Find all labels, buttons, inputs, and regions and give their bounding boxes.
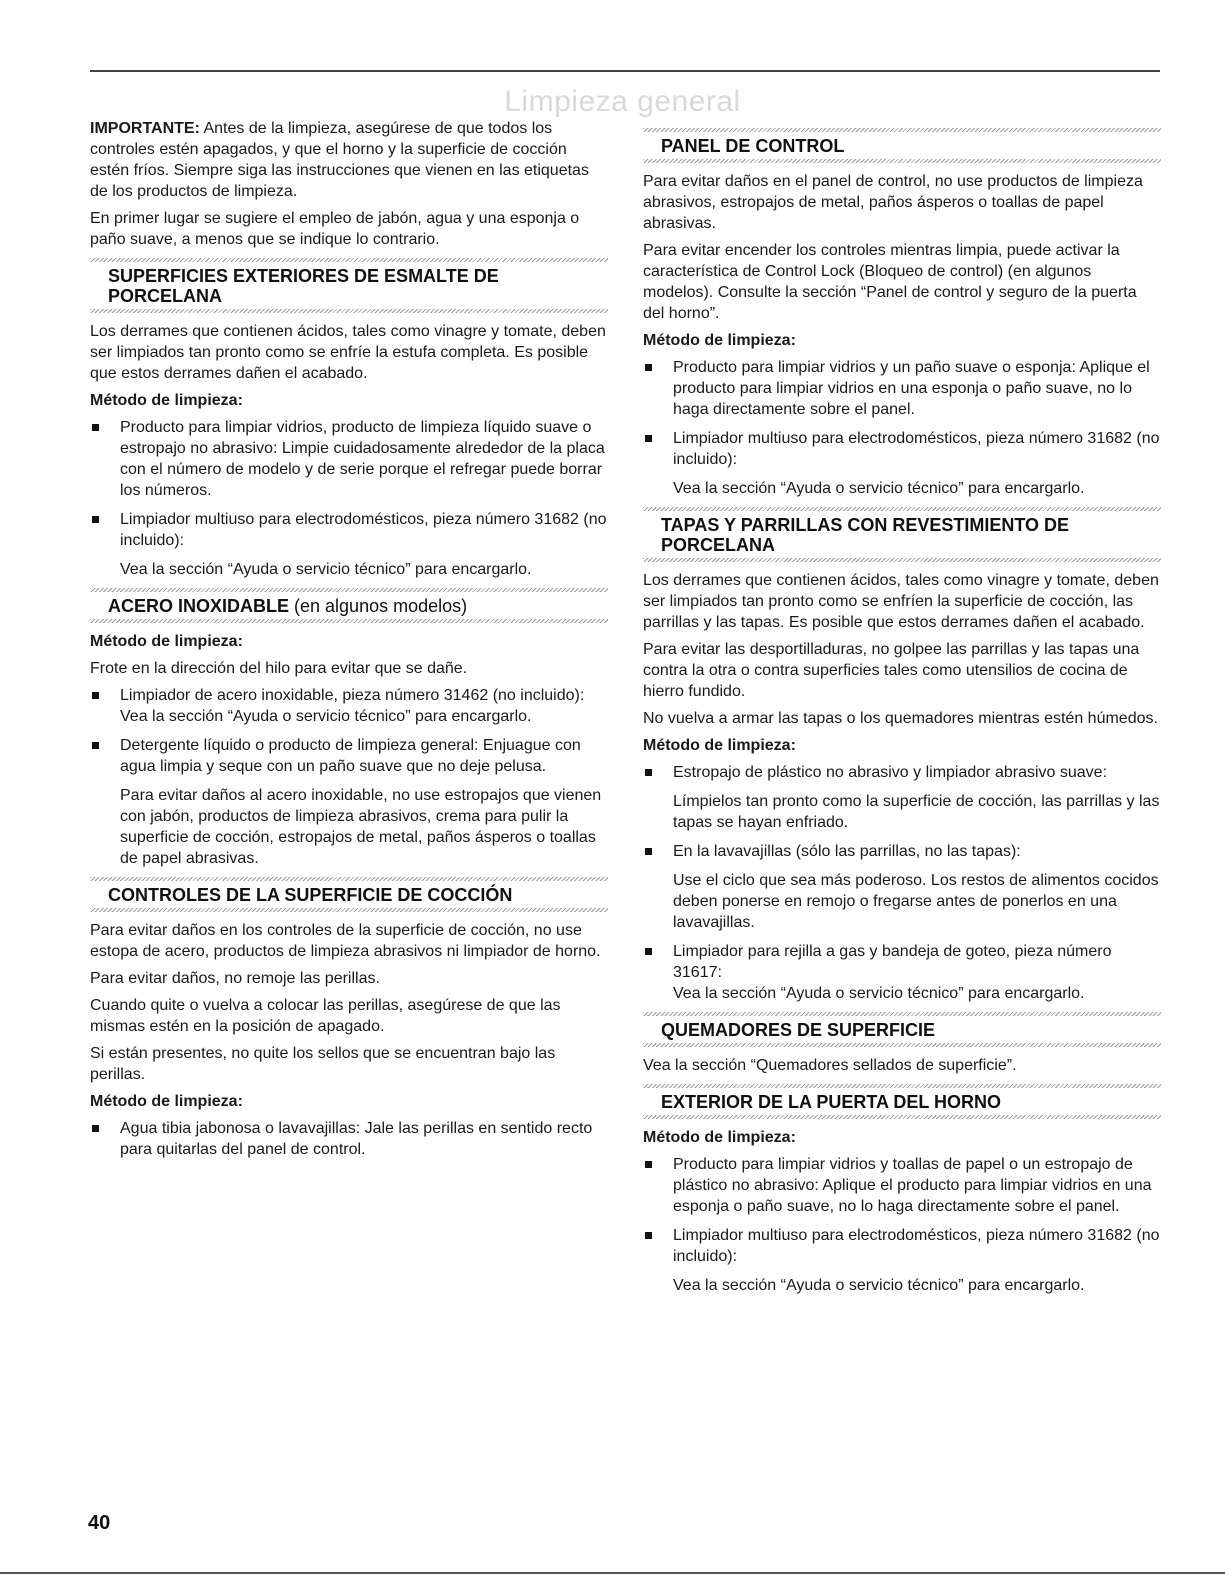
intro-paragraph: En primer lugar se sugiere el empleo de jabón, agua y una esponja o paño suave, a menos que se indique lo contrario. — [90, 210, 580, 248]
paragraph: Para evitar las desportilladuras, no golpee las parrillas y las tapas una contra la otra o contra superficies tales como utensilios de cocina de hierro fundido. — [643, 641, 1140, 700]
bullet-list — [643, 357, 1161, 499]
section-heading-panel — [643, 128, 1161, 163]
page-title: Limpieza general — [504, 85, 741, 118]
important-text: Antes de la limpieza, asegúrese de que todos los controles estén apagados, y que el horno y la superficie de cocción estén fríos. Siempre siga las instrucciones que vienen en las etiquetas de los productos de limpieza. — [90, 120, 589, 200]
list-item — [90, 417, 608, 501]
section-title: SUPERFICIES EXTERIORES DE ESMALTE DE PORCELANA — [108, 266, 499, 306]
list-item-subtext: Vea la sección “Ayuda o servicio técnico” para encargarlo. — [673, 480, 1085, 497]
paragraph: Para evitar daños en el panel de control, no use productos de limpieza abrasivos, estropajos de metal, paños ásperos o toallas de papel abrasivas. — [643, 173, 1143, 232]
bullet-list — [90, 417, 608, 580]
hatch-divider — [90, 908, 608, 912]
list-item — [643, 841, 1161, 933]
section-heading-puerta — [643, 1084, 1161, 1119]
page-number: 40 — [88, 1512, 111, 1534]
method-heading: Método de limpieza: — [90, 633, 243, 650]
list-item-subtext: Vea la sección “Ayuda o servicio técnico” para encargarlo. — [673, 985, 1085, 1002]
paragraph: Los derrames que contienen ácidos, tales como vinagre y tomate, deben ser limpiados tan pronto como se enfríen la superficie de cocción, las parrillas y las tapas. Es posible que estos derrames dañen el acabado. — [643, 572, 1159, 631]
bottom-rule — [0, 1572, 1225, 1574]
method-heading: Método de limpieza: — [90, 1093, 243, 1110]
list-item-text: Producto para limpiar vidrios y un paño suave o esponja: Aplique el producto para limpiar vidrios en una esponja o paño suave, no lo haga directamente sobre el panel. — [673, 359, 1150, 418]
bullet-list — [643, 1154, 1161, 1296]
list-item-subtext: Vea la sección “Ayuda o servicio técnico” para encargarlo. — [120, 561, 532, 578]
list-item — [643, 941, 1161, 1004]
hatch-divider — [90, 619, 608, 623]
bullet-list — [643, 762, 1161, 1004]
paragraph: Los derrames que contienen ácidos, tales como vinagre y tomate, deben ser limpiados tan pronto como se enfríe la estufa completa. Es posible que estos derrames dañen el acabado. — [90, 323, 606, 382]
paragraph: Si están presentes, no quite los sellos que se encuentran bajo las perillas. — [90, 1045, 556, 1083]
list-item — [643, 762, 1161, 833]
paragraph: Frote en la dirección del hilo para evitar que se dañe. — [90, 660, 468, 677]
hatch-divider — [643, 1115, 1161, 1119]
bullet-list — [90, 685, 608, 869]
section-title: CONTROLES DE LA SUPERFICIE DE COCCIÓN — [108, 885, 513, 905]
list-item-subtext: Para evitar daños al acero inoxidable, no use estropajos que vienen con jabón, productos de limpieza abrasivos, crema para pulir la superficie de cocción, estropajos de metal, paños ásperos o toallas de papel abrasivas. — [120, 787, 602, 867]
list-item-text: Limpiador para rejilla a gas y bandeja de goteo, pieza número 31617: — [673, 943, 1112, 981]
bullet-list — [90, 1118, 608, 1160]
method-heading: Método de limpieza: — [643, 332, 796, 349]
list-item — [90, 1118, 608, 1160]
paragraph: Para evitar encender los controles mientras limpia, puede activar la característica de Control Lock (Bloqueo de control) (en algunos modelos). Consulte la sección “Panel de control y seguro de la puerta del horno”. — [643, 242, 1137, 322]
list-item-subtext: Vea la sección “Ayuda o servicio técnico” para encargarlo. — [673, 1277, 1085, 1294]
section-title: PANEL DE CONTROL — [661, 136, 845, 156]
section-title — [90, 592, 608, 619]
list-item — [643, 428, 1161, 499]
paragraph: Para evitar daños, no remoje las perillas. — [90, 970, 380, 987]
list-item-text: Limpiador multiuso para electrodomésticos, pieza número 31682 (no incluido): — [120, 511, 607, 549]
method-heading: Método de limpieza: — [643, 1129, 796, 1146]
hatch-divider — [643, 159, 1161, 163]
list-item-text: Detergente líquido o producto de limpieza general: Enjuague con agua limpia y seque con un paño suave que no deje pelusa. — [120, 737, 581, 775]
section-title: EXTERIOR DE LA PUERTA DEL HORNO — [661, 1092, 1002, 1112]
list-item-text: Agua tibia jabonosa o lavavajillas: Jale las perillas en sentido recto para quitarlas del panel de control. — [120, 1120, 593, 1158]
important-label: IMPORTANTE: — [90, 120, 200, 137]
list-item — [90, 735, 608, 869]
section-heading-controles — [90, 877, 608, 912]
list-item-text: Estropajo de plástico no abrasivo y limpiador abrasivo suave: — [673, 764, 1108, 781]
list-item-text: Limpiador multiuso para electrodomésticos, pieza número 31682 (no incluido): — [673, 430, 1160, 468]
list-item-text: En la lavavajillas (sólo las parrillas, no las tapas): — [673, 843, 1021, 860]
section-title: QUEMADORES DE SUPERFICIE — [661, 1020, 936, 1040]
list-item — [643, 1225, 1161, 1296]
method-heading: Método de limpieza: — [643, 737, 796, 754]
list-item-text: Limpiador multiuso para electrodomésticos, pieza número 31682 (no incluido): — [673, 1227, 1160, 1265]
hatch-divider — [643, 1043, 1161, 1047]
list-item — [643, 1154, 1161, 1217]
paragraph: Cuando quite o vuelva a colocar las perillas, asegúrese de que las mismas estén en la posición de apagado. — [90, 997, 561, 1035]
list-item — [90, 509, 608, 580]
right-column — [643, 118, 1161, 1304]
list-item-text: Producto para limpiar vidrios y toallas de papel o un estropajo de plástico no abrasivo: Aplique el producto para limpiar vidrios en una esponja o paño suave, no lo haga directamente sobre el panel. — [673, 1156, 1152, 1215]
paragraph: No vuelva a armar las tapas o los quemadores mientras estén húmedos. — [643, 710, 1158, 727]
hatch-divider — [90, 309, 608, 313]
section-heading-tapas — [643, 507, 1161, 562]
paragraph: Para evitar daños en los controles de la superficie de cocción, no use estopa de acero, productos de limpieza abrasivos ni limpiador de horno. — [90, 922, 601, 960]
section-heading-quemadores — [643, 1012, 1161, 1047]
section-title-bold: ACERO INOXIDABLE — [108, 596, 290, 616]
section-title-normal: (en algunos modelos) — [289, 596, 468, 616]
list-item — [643, 357, 1161, 420]
hatch-divider — [643, 558, 1161, 562]
left-column — [90, 118, 608, 1168]
list-item-subtext: Límpielos tan pronto como la superficie de cocción, las parrillas y las tapas se hayan enfriado. — [673, 793, 1160, 831]
section-heading-porcelana-exterior — [90, 258, 608, 313]
paragraph: Vea la sección “Quemadores sellados de superficie”. — [643, 1057, 1017, 1074]
method-heading: Método de limpieza: — [90, 392, 243, 409]
list-item-subtext: Use el ciclo que sea más poderoso. Los restos de alimentos cocidos deben ponerse en remojo o fregarse antes de ponerlos en una lavavajillas. — [673, 872, 1159, 931]
list-item-text: Limpiador de acero inoxidable, pieza número 31462 (no incluido): Vea la sección “Ayuda o servicio técnico” para encargarlo. — [120, 687, 585, 725]
section-heading-acero — [90, 588, 608, 623]
section-title: TAPAS Y PARRILLAS CON REVESTIMIENTO DE PORCELANA — [661, 515, 1070, 555]
list-item — [90, 685, 608, 727]
top-rule — [90, 70, 1160, 72]
list-item-text: Producto para limpiar vidrios, producto de limpieza líquido suave o estropajo no abrasivo: Limpie cuidadosamente alrededor de la placa con el número de modelo y de serie porque el refregar puede borrar los números. — [120, 419, 605, 499]
important-paragraph — [90, 118, 608, 202]
